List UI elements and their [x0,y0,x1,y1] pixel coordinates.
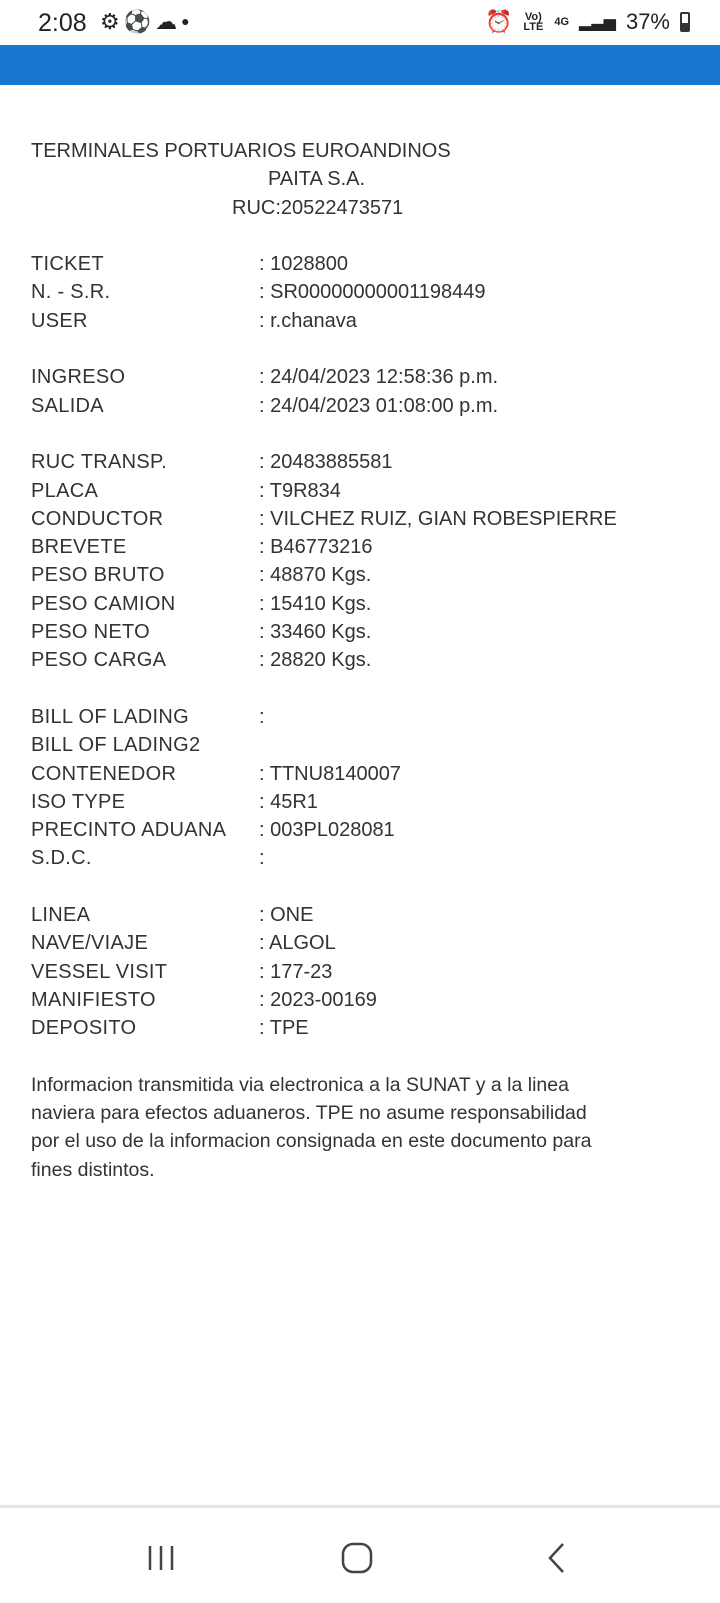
field-label: DEPOSITO [31,1017,137,1040]
field-value: : 177-23 [259,960,333,983]
field-value: : [259,847,265,870]
field-row [31,533,691,561]
field-label: RUC TRANSP. [31,451,167,474]
field-value: : 20483885581 [259,451,393,474]
app-bar [0,45,720,85]
field-value: : 48870 Kgs. [259,564,372,587]
field-label: NAVE/VIAJE [31,932,149,955]
status-notification-icons [100,9,194,35]
field-label: N. - S.R. [31,281,111,304]
field-value: : TTNU8140007 [259,762,401,785]
field-row [31,561,691,589]
field-label: PESO CAMION [31,592,176,615]
recent-apps-button[interactable] [142,1538,182,1578]
field-label: PESO BRUTO [31,564,165,587]
field-row [31,505,691,533]
field-row [31,844,691,872]
field-row [31,958,691,986]
field-label: SALIDA [31,394,104,417]
status-bar [0,0,720,45]
field-row [31,760,691,788]
ticket-fields [31,222,691,1043]
cloud-icon: ☁ [155,9,182,34]
field-row [31,816,691,844]
settings-icon: ⚙ [100,9,124,34]
field-row [31,646,691,674]
field-value: : ALGOL [259,932,336,955]
field-row [31,703,691,731]
home-icon [337,1538,377,1578]
back-button[interactable] [538,1538,578,1578]
field-value: : SR00000000001198449 [259,281,486,304]
field-row [31,618,691,646]
field-label: PESO NETO [31,621,151,644]
home-button[interactable] [337,1538,377,1578]
field-value: : TPE [259,1017,309,1040]
field-value: : 45R1 [259,790,318,813]
field-label: CONTENEDOR [31,762,177,785]
field-value: : 24/04/2023 01:08:00 p.m. [259,394,499,417]
disclaimer-note: Informacion transmitida via electronica a la SUNAT y a la linea naviera para efectos aduaneros. TPE no asume responsabilidad por el uso de la informacion consignada en este documento para fines distintos. [31,1073,592,1181]
section-spacer [31,420,691,448]
field-row [31,250,691,278]
field-value: : r.chanava [259,309,357,332]
field-value: : VILCHEZ RUIZ, GIAN ROBESPIERRE [259,507,617,530]
field-row [31,788,691,816]
field-row [31,392,691,420]
battery-percentage: 37% [625,9,670,34]
field-label: TICKET [31,253,104,276]
field-label: S.D.C. [31,847,92,870]
field-label: MANIFIESTO [31,988,156,1011]
field-label: VESSEL VISIT [31,960,168,983]
field-value: : 003PL028081 [259,819,395,842]
alarm-icon: ⏰ [484,9,513,34]
navigation-bar [0,1505,720,1603]
field-row [31,307,691,335]
field-row [31,590,691,618]
status-time: 2:08 [38,9,87,37]
field-value [259,731,691,759]
field-row [31,1014,691,1042]
field-row [31,929,691,957]
field-label: CONDUCTOR [31,507,164,530]
field-label: LINEA [31,904,91,927]
field-value: : 1028800 [259,253,348,276]
dot-icon: ● [181,13,194,29]
recent-apps-icon [142,1538,182,1578]
field-label: USER [31,309,88,332]
company-subtitle: PAITA S.A. [268,168,366,191]
field-value: : [259,705,265,728]
ticket-document [31,137,691,1184]
status-system-icons [485,9,690,35]
company-ruc: RUC:20522473571 [232,196,404,219]
field-row [31,731,691,759]
soccer-ball-icon: ⚽ [123,9,156,34]
back-icon [538,1538,578,1578]
field-row [31,986,691,1014]
field-row [31,363,691,391]
field-value: : B46773216 [259,536,373,559]
field-label: BREVETE [31,536,127,559]
field-value: : 15410 Kgs. [259,592,372,615]
battery-icon [680,12,690,32]
field-label: BILL OF LADING2 [31,734,201,757]
signal-icon: ▂▃▅ [579,14,616,31]
volte-label: Vo) LTE [523,11,544,33]
field-value: : ONE [259,904,314,927]
field-label: PESO CARGA [31,649,167,672]
field-label: PRECINTO ADUANA [31,819,227,842]
field-value: : 33460 Kgs. [259,621,372,644]
section-spacer [31,873,691,901]
field-value: : 24/04/2023 12:58:36 p.m. [259,366,499,389]
field-value: : 28820 Kgs. [259,649,372,672]
field-label: PLACA [31,479,99,502]
field-value: : 2023-00169 [259,988,377,1011]
network-label: 4G [554,16,570,28]
field-label: INGRESO [31,366,126,389]
section-spacer [31,222,691,250]
field-row [31,278,691,306]
field-label: ISO TYPE [31,790,126,813]
field-value: : T9R834 [259,479,341,502]
field-row [31,477,691,505]
company-name: TERMINALES PORTUARIOS EUROANDINOS [31,140,451,162]
field-label: BILL OF LADING [31,705,189,728]
field-row [31,901,691,929]
section-spacer [31,335,691,363]
section-spacer [31,675,691,703]
field-row [31,448,691,476]
